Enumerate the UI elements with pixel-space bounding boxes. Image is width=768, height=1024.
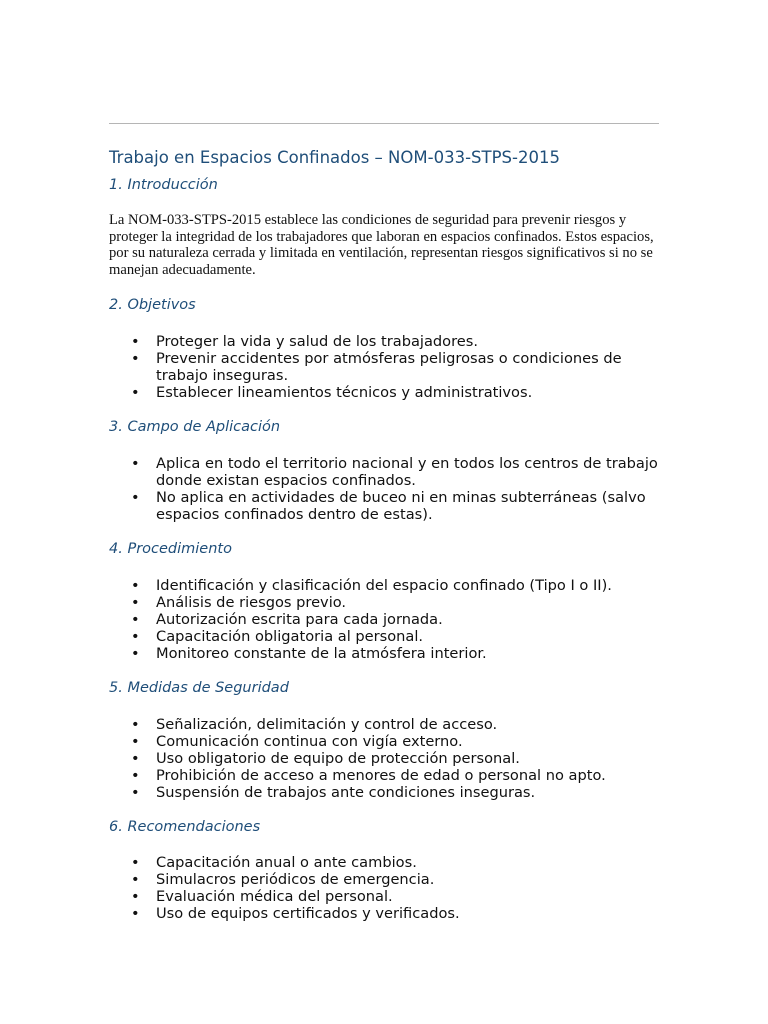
list-item: • Análisis de riesgos previo. xyxy=(109,594,659,611)
list-item: • Proteger la vida y salud de los trabajadores. xyxy=(109,333,659,350)
section-heading-procedimiento: 4. Procedimiento xyxy=(109,541,232,557)
list-item: • Prohibición de acceso a menores de edad o personal no apto. xyxy=(109,767,659,784)
header-divider xyxy=(109,123,659,124)
list-item: • No aplica en actividades de buceo ni en minas subterráneas (salvo espacios confinados dentro de estas). xyxy=(109,489,659,523)
objetivos-list xyxy=(109,333,659,401)
list-item: • Suspensión de trabajos ante condiciones inseguras. xyxy=(109,784,659,801)
section-heading-medidas-seguridad: 5. Medidas de Seguridad xyxy=(109,680,289,696)
section-heading-introduccion: 1. Introducción xyxy=(109,177,218,193)
list-item: • Evaluación médica del personal. xyxy=(109,888,659,905)
list-item: • Establecer lineamientos técnicos y administrativos. xyxy=(109,384,659,401)
list-item: • Uso de equipos certificados y verificados. xyxy=(109,905,659,922)
list-item: • Simulacros periódicos de emergencia. xyxy=(109,871,659,888)
list-item: • Capacitación anual o ante cambios. xyxy=(109,854,659,871)
section-heading-recomendaciones: 6. Recomendaciones xyxy=(109,819,261,835)
list-item: • Monitoreo constante de la atmósfera interior. xyxy=(109,645,659,662)
list-item: • Autorización escrita para cada jornada. xyxy=(109,611,659,628)
list-item: • Aplica en todo el territorio nacional y en todos los centros de trabajo donde existan espacios confinados. xyxy=(109,455,659,489)
list-item: • Comunicación continua con vigía externo. xyxy=(109,733,659,750)
medidas-seguridad-list xyxy=(109,716,659,801)
section-heading-objetivos: 2. Objetivos xyxy=(109,297,196,313)
section-heading-campo-aplicacion: 3. Campo de Aplicación xyxy=(109,419,281,435)
document-title: Trabajo en Espacios Confinados – NOM-033-STPS-2015 xyxy=(109,148,560,167)
procedimiento-list xyxy=(109,577,659,662)
recomendaciones-list xyxy=(109,854,659,922)
list-item: • Capacitación obligatoria al personal. xyxy=(109,628,659,645)
campo-aplicacion-list xyxy=(109,455,659,523)
list-item: • Prevenir accidentes por atmósferas peligrosas o condiciones de trabajo inseguras. xyxy=(109,350,659,384)
section-paragraph-introduccion: La NOM-033-STPS-2015 establece las condiciones de seguridad para prevenir riesgos y proteger la integridad de los trabajadores que laboran en espacios confinados. Estos espacios, por su naturaleza cerrada y limitada en ventilación, representan riesgos significativos si no se manejan adecuadamente. xyxy=(109,212,654,278)
list-item: • Uso obligatorio de equipo de protección personal. xyxy=(109,750,659,767)
list-item: • Identificación y clasificación del espacio confinado (Tipo I o II). xyxy=(109,577,659,594)
list-item: • Señalización, delimitación y control de acceso. xyxy=(109,716,659,733)
